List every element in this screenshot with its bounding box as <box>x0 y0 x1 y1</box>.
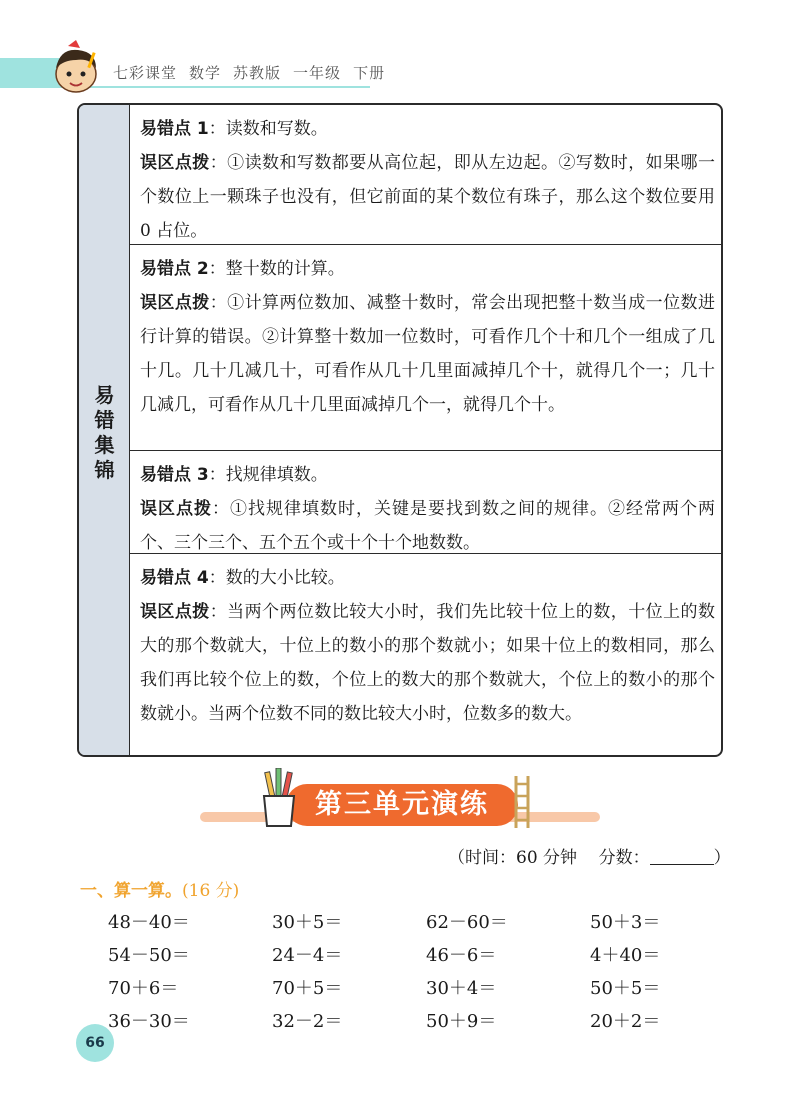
error-collection-table <box>77 103 723 757</box>
header-book-info <box>113 62 397 83</box>
calc-item: 70＋6＝ <box>108 978 179 999</box>
error-point-text: ：读数和写数。 <box>208 119 328 139</box>
error-point-text: ：找规律填数。 <box>208 465 328 485</box>
error-point-heading <box>140 112 715 146</box>
calc-item: 48－40＝ <box>108 912 190 933</box>
side-title-char: 锦 <box>94 458 115 482</box>
error-tip <box>140 286 715 422</box>
header-edition: 苏教版 <box>233 64 282 82</box>
calc-grid <box>108 908 728 1040</box>
error-point-row <box>130 553 723 757</box>
score-blank[interactable] <box>650 849 714 865</box>
error-tip-text: ：①读数和写数都要从高位起，即从左边起。②写数时，如果哪一个数位上一颗珠子也没有，但它前面的某个数位有珠子，那么这个数位要用 0 占位。 <box>140 153 715 241</box>
calc-item: 4＋40＝ <box>590 945 661 966</box>
error-point-label: 易错点 3 <box>140 465 209 485</box>
side-title-char: 易 <box>94 383 115 407</box>
calc-item: 46－6＝ <box>426 945 497 966</box>
score-label: 分数： <box>598 848 650 868</box>
error-tip-text: ：①找规律填数时，关键是要找到数之间的规律。②经常两个两个、三个三个、五个五个或十个十个地数数。 <box>140 499 715 553</box>
error-point-row <box>130 105 723 244</box>
unit-title: 第三单元演练 <box>315 789 489 820</box>
side-title-char: 集 <box>94 433 115 457</box>
section-points: (16 分) <box>182 881 240 901</box>
section-title <box>80 876 239 901</box>
error-side-title <box>79 383 130 483</box>
calc-item: 70＋5＝ <box>272 978 343 999</box>
error-point-text: ：整十数的计算。 <box>208 259 345 279</box>
error-tip <box>140 146 715 248</box>
calc-item: 30＋4＝ <box>426 978 497 999</box>
calc-row <box>108 974 728 1007</box>
header-subject: 数学 <box>189 64 222 82</box>
error-point-heading <box>140 458 715 492</box>
close-paren: ） <box>713 848 731 868</box>
calc-item: 30＋5＝ <box>272 912 343 933</box>
error-tip <box>140 492 715 560</box>
error-point-row <box>130 450 723 553</box>
error-point-label: 易错点 4 <box>140 568 209 588</box>
time-label: （时间：60 分钟 <box>448 848 578 868</box>
pencil-cup-icon <box>256 768 302 828</box>
error-point-heading <box>140 252 715 286</box>
calc-item: 50＋9＝ <box>426 1011 497 1032</box>
error-point-label: 易错点 2 <box>140 259 209 279</box>
error-tip-label: 误区点拨 <box>140 293 210 313</box>
calc-item: 50＋3＝ <box>590 912 661 933</box>
error-tip-label: 误区点拨 <box>140 499 212 519</box>
calc-item: 24－4＝ <box>272 945 343 966</box>
header-series: 七彩课堂 <box>113 64 178 82</box>
error-tip-text: ：当两个两位数比较大小时，我们先比较十位上的数，十位上的数大的那个数就大，十位上的数小的那个数就小；如果十位上的数相同，那么我们再比较个位上的数，个位上的数大的那个数就大，个位上的数小的那个数就小。当两个位数不同的数比较大小时，位数多的数大。 <box>140 602 715 724</box>
ladder-icon <box>512 776 532 828</box>
error-point-label: 易错点 1 <box>140 119 209 139</box>
error-tip-text: ：①计算两位数加、减整十数时，常会出现把整十数当成一位数进行计算的错误。②计算整十数加一位数时，可看作几个十和几个一组成了几十几。几十几减几十，可看作从几十几里面减掉几个十，就得几个一；几十几减几，可看作从几十几里面减掉几个一，就得几个十。 <box>140 293 715 415</box>
calc-item: 62－60＝ <box>426 912 508 933</box>
error-tip-label: 误区点拨 <box>140 602 210 622</box>
calc-item: 50＋5＝ <box>590 978 661 999</box>
error-point-text: ：数的大小比较。 <box>208 568 345 588</box>
page-number: 66 <box>76 1024 114 1062</box>
calc-item: 20＋2＝ <box>590 1011 661 1032</box>
calc-row <box>108 908 728 941</box>
calc-item: 32－2＝ <box>272 1011 343 1032</box>
error-point-row <box>130 244 723 450</box>
side-title-char: 错 <box>94 408 115 432</box>
header-underline <box>78 86 370 88</box>
error-point-heading <box>140 561 715 595</box>
calc-item: 54－50＝ <box>108 945 190 966</box>
header-grade: 一年级 <box>293 64 342 82</box>
error-tip <box>140 595 715 731</box>
time-score-line <box>448 843 731 868</box>
calc-row <box>108 941 728 974</box>
calc-row <box>108 1007 728 1040</box>
calc-item: 36－30＝ <box>108 1011 190 1032</box>
error-tip-label: 误区点拨 <box>140 153 210 173</box>
header-volume: 下册 <box>353 64 386 82</box>
mascot-icon <box>46 38 106 96</box>
section-title-text: 一、算一算。 <box>80 881 182 901</box>
